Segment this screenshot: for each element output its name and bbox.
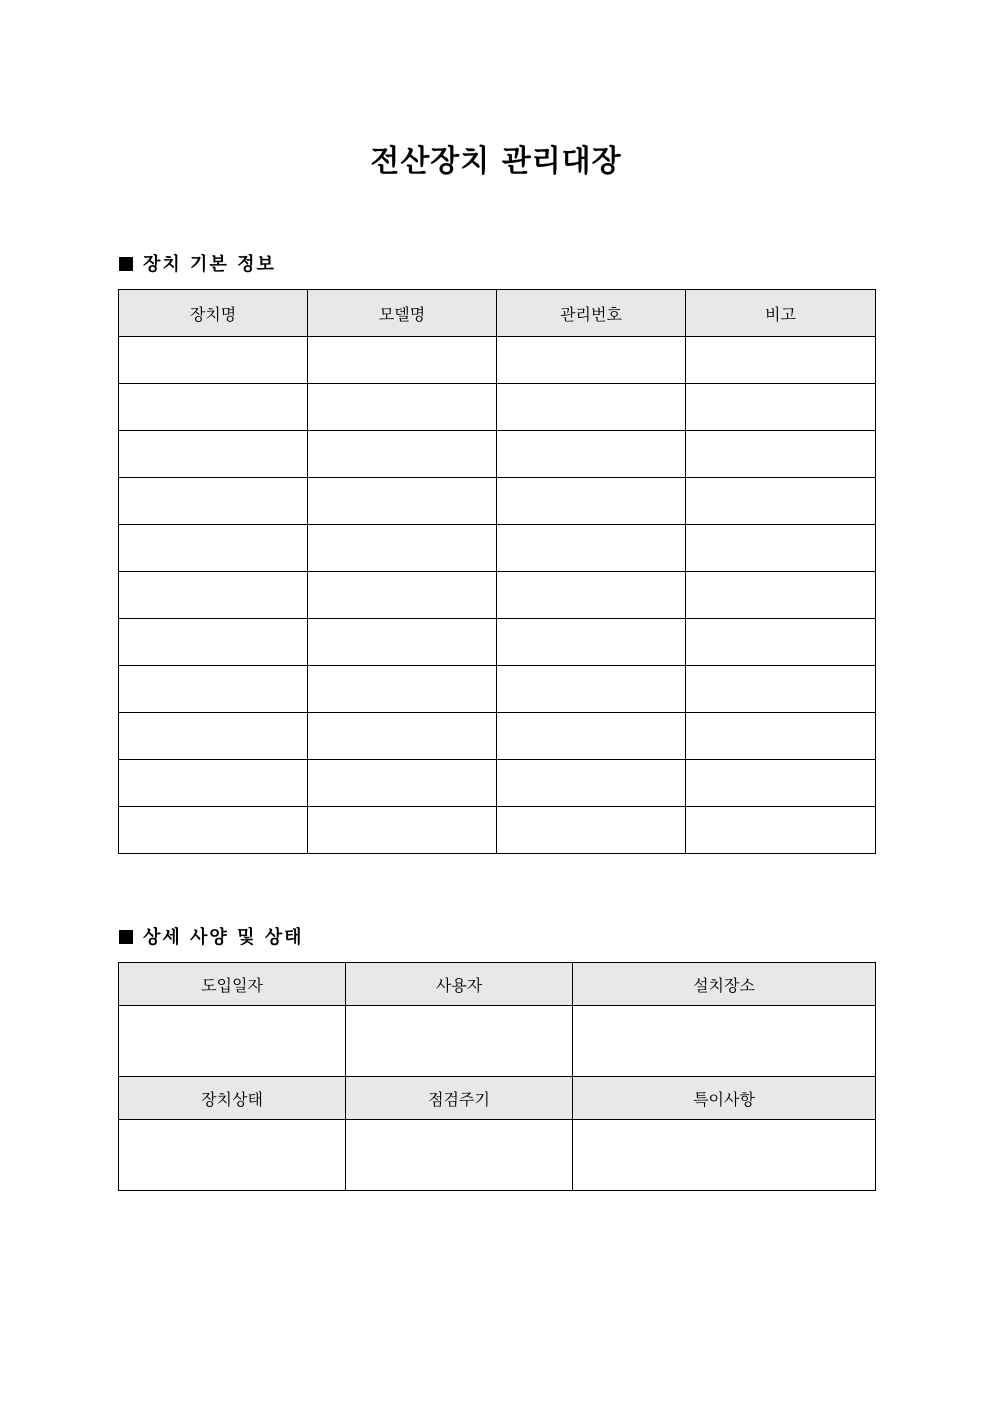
square-bullet-icon xyxy=(119,257,133,271)
intro-date-cell[interactable] xyxy=(119,1006,346,1077)
device-name-cell[interactable] xyxy=(119,666,308,713)
header-device-status: 장치상태 xyxy=(119,1077,346,1120)
table-header-row xyxy=(119,963,876,1006)
device-basic-info-table xyxy=(118,289,876,854)
section-heading-detail-specs xyxy=(119,925,304,951)
device-name-cell[interactable] xyxy=(119,431,308,478)
table-row xyxy=(119,337,876,384)
remarks-cell[interactable] xyxy=(686,337,876,384)
management-number-cell[interactable] xyxy=(497,337,686,384)
device-name-cell[interactable] xyxy=(119,619,308,666)
header-install-location: 설치장소 xyxy=(573,963,876,1006)
model-name-cell[interactable] xyxy=(308,713,497,760)
management-number-cell[interactable] xyxy=(497,572,686,619)
table-row xyxy=(119,807,876,854)
remarks-cell[interactable] xyxy=(686,384,876,431)
user-cell[interactable] xyxy=(346,1006,573,1077)
table-row xyxy=(119,619,876,666)
table-row xyxy=(119,525,876,572)
model-name-cell[interactable] xyxy=(308,384,497,431)
column-header-model-name: 모델명 xyxy=(308,290,497,337)
device-name-cell[interactable] xyxy=(119,713,308,760)
management-number-cell[interactable] xyxy=(497,666,686,713)
management-number-cell[interactable] xyxy=(497,619,686,666)
section-heading-label: 상세 사양 및 상태 xyxy=(143,927,304,948)
device-name-cell[interactable] xyxy=(119,572,308,619)
table-row xyxy=(119,478,876,525)
management-number-cell[interactable] xyxy=(497,431,686,478)
table-row xyxy=(119,572,876,619)
square-bullet-icon xyxy=(119,930,133,944)
detail-specs-table xyxy=(118,962,876,1191)
remarks-cell[interactable] xyxy=(686,572,876,619)
management-number-cell[interactable] xyxy=(497,384,686,431)
column-header-device-name: 장치명 xyxy=(119,290,308,337)
header-inspection-cycle: 점검주기 xyxy=(346,1077,573,1120)
management-number-cell[interactable] xyxy=(497,713,686,760)
table-header-row xyxy=(119,290,876,337)
device-name-cell[interactable] xyxy=(119,525,308,572)
table-row xyxy=(119,1006,876,1077)
device-name-cell[interactable] xyxy=(119,760,308,807)
table-header-row xyxy=(119,1077,876,1120)
model-name-cell[interactable] xyxy=(308,337,497,384)
management-number-cell[interactable] xyxy=(497,525,686,572)
table-row xyxy=(119,713,876,760)
device-name-cell[interactable] xyxy=(119,337,308,384)
remarks-cell[interactable] xyxy=(686,525,876,572)
table-row xyxy=(119,760,876,807)
remarks-cell[interactable] xyxy=(686,807,876,854)
management-number-cell[interactable] xyxy=(497,807,686,854)
remarks-cell[interactable] xyxy=(686,619,876,666)
special-notes-cell[interactable] xyxy=(573,1120,876,1191)
table-row xyxy=(119,1120,876,1191)
model-name-cell[interactable] xyxy=(308,619,497,666)
management-number-cell[interactable] xyxy=(497,478,686,525)
remarks-cell[interactable] xyxy=(686,760,876,807)
remarks-cell[interactable] xyxy=(686,431,876,478)
header-intro-date: 도입일자 xyxy=(119,963,346,1006)
column-header-management-number: 관리번호 xyxy=(497,290,686,337)
column-header-remarks: 비고 xyxy=(686,290,876,337)
section-heading-label: 장치 기본 정보 xyxy=(143,254,276,275)
model-name-cell[interactable] xyxy=(308,760,497,807)
table-row xyxy=(119,666,876,713)
install-location-cell[interactable] xyxy=(573,1006,876,1077)
remarks-cell[interactable] xyxy=(686,713,876,760)
model-name-cell[interactable] xyxy=(308,666,497,713)
table-row xyxy=(119,384,876,431)
device-status-cell[interactable] xyxy=(119,1120,346,1191)
remarks-cell[interactable] xyxy=(686,666,876,713)
header-user: 사용자 xyxy=(346,963,573,1006)
device-name-cell[interactable] xyxy=(119,384,308,431)
device-name-cell[interactable] xyxy=(119,478,308,525)
table-row xyxy=(119,431,876,478)
section-heading-basic-info xyxy=(119,252,276,278)
device-name-cell[interactable] xyxy=(119,807,308,854)
model-name-cell[interactable] xyxy=(308,525,497,572)
model-name-cell[interactable] xyxy=(308,431,497,478)
inspection-cycle-cell[interactable] xyxy=(346,1120,573,1191)
remarks-cell[interactable] xyxy=(686,478,876,525)
model-name-cell[interactable] xyxy=(308,478,497,525)
model-name-cell[interactable] xyxy=(308,572,497,619)
header-special-notes: 특이사항 xyxy=(573,1077,876,1120)
document-title: 전산장치 관리대장 xyxy=(370,144,622,179)
model-name-cell[interactable] xyxy=(308,807,497,854)
management-number-cell[interactable] xyxy=(497,760,686,807)
